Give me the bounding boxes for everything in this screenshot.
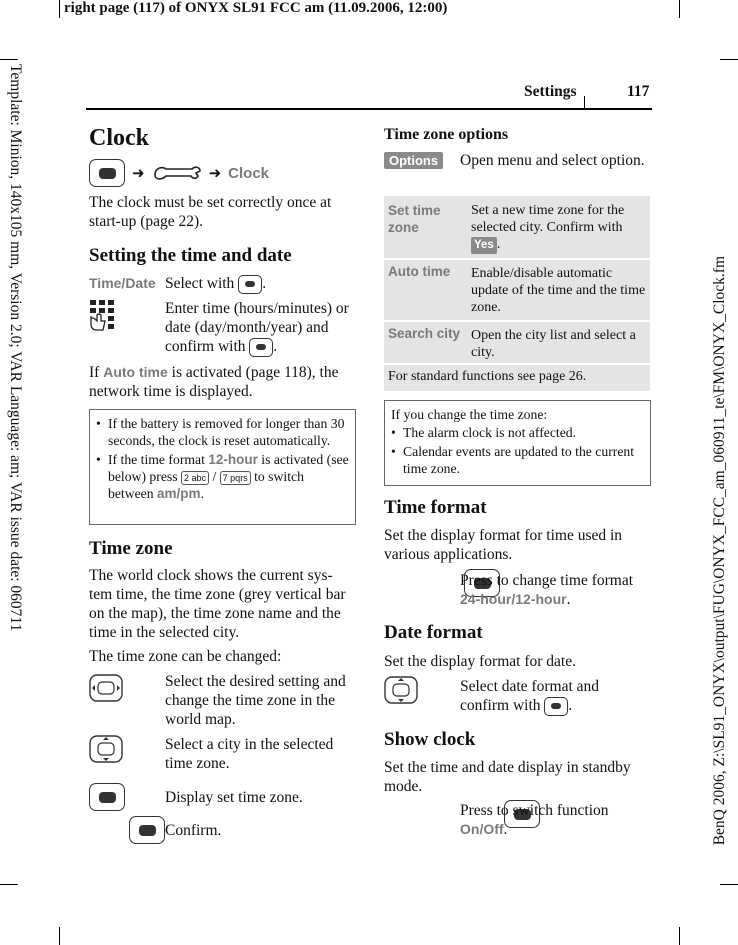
center-key-icon (129, 816, 165, 844)
menu-key-icon (89, 159, 125, 187)
options-desc: Open menu and select option. (460, 152, 645, 169)
print-info: right page (117) of ONYX SL91 FCC am (11.09.2006, 12:00) (64, 0, 448, 16)
page-number: 117 (627, 83, 650, 100)
note-box (89, 409, 356, 525)
step-text: Display set time zone. (165, 789, 303, 806)
tz-options-table (384, 196, 650, 393)
left-margin-template: Template: Minion, 140x105 mm, Version 2.0; VAR Language: am; VAR issue date: 060711 (7, 64, 24, 632)
table-row: Search city Open the city list and select a city. (384, 322, 650, 363)
page-title: Clock (89, 125, 149, 151)
date-format-para: Set the display format for date. (384, 653, 576, 670)
key-2-icon: 2 abc (181, 471, 209, 485)
center-key-icon (544, 697, 568, 716)
time-zone-para: The world clock shows the current sys-tem time, the time zone (grey vertical bar on the map), the time zone name and the time in the selected city. (89, 567, 346, 641)
wrench-icon (152, 161, 202, 185)
keypad-icon (89, 299, 121, 331)
nav-left-right-icon (89, 674, 123, 702)
center-key-icon (89, 783, 125, 811)
date-format-heading: Date format (384, 622, 483, 643)
header-rule (86, 108, 652, 110)
table-row: Auto time Enable/disable automatic update of the time and the time zone. (384, 260, 650, 320)
step-text: Confirm. (165, 822, 222, 839)
center-key-icon (238, 275, 262, 294)
menu-path-clock: Clock (228, 164, 270, 182)
time-format-para: Set the display format for time used in various applications. (384, 527, 623, 563)
show-clock-para: Set the time and date display in standby mode. (384, 759, 631, 795)
note-bullet: • If the time format 12-hour is activated (see below) press 2 abc / 7 pqrs to switch between am/pm. (92, 451, 349, 502)
crop-mark (679, 927, 680, 945)
crop-mark (59, 927, 60, 945)
setting-heading: Setting the time and date (89, 245, 292, 266)
time-zone-heading: Time zone (89, 538, 173, 559)
nav-up-down-icon (89, 735, 123, 763)
table-row: For standard functions see page 26. (384, 365, 650, 391)
step-text: Enter time (hours/minutes) or date (day/month/year) and confirm with . (165, 300, 349, 355)
crop-mark (0, 59, 18, 60)
tz-options-heading: Time zone options (384, 126, 509, 143)
table-row: Set time zone Set a new time zone for the selected city. Confirm with Yes . (384, 196, 650, 258)
arrow-icon: ➜ (208, 165, 222, 182)
note-bullet: • If the battery is removed for longer than 30 seconds, the clock is reset automatically. (92, 415, 349, 449)
auto-time-note: If Auto time is activated (page 118), the network time is displayed. (89, 364, 339, 400)
step-text: Press to switch function On/Off. (460, 802, 609, 838)
note-bullet: • The alarm clock is not affected. (387, 424, 644, 441)
crop-mark (720, 884, 738, 885)
arrow-icon: ➜ (132, 165, 145, 182)
time-zone-para: The time zone can be changed: (89, 648, 282, 665)
time-date-label: Time/Date (89, 275, 156, 291)
crop-mark (679, 0, 680, 18)
section-header: Settings (524, 83, 577, 100)
show-clock-heading: Show clock (384, 729, 476, 750)
header-tick (584, 96, 585, 108)
menu-path (89, 160, 269, 186)
nav-up-down-icon (384, 676, 418, 704)
step-text: Select date format and confirm with . (460, 678, 600, 714)
crop-mark (59, 0, 60, 18)
options-softkey[interactable]: Options (384, 152, 443, 169)
intro-text: The clock must be set correctly once at start-up (page 22). (89, 194, 332, 230)
crop-mark (720, 59, 738, 60)
key-7-icon: 7 pqrs (220, 471, 251, 485)
step-text: Press to change time format 24-hour/12-hour. (460, 572, 634, 608)
right-margin-path: BenQ 2006, Z:\SL91_ONYX\output\FUG\ONYX_FCC_am_060911_te\FM\ONYX_Clock.fm (711, 256, 728, 846)
step-text: Select with . (165, 275, 267, 292)
step-text: Select the desired setting and change the time zone in the world map. (165, 673, 346, 728)
note-bullet: • Calendar events are updated to the current time zone. (387, 443, 644, 477)
time-format-heading: Time format (384, 497, 487, 518)
center-key-icon (249, 338, 273, 357)
step-text: Select a city in the selected time zone. (165, 736, 334, 772)
yes-softkey[interactable]: Yes (471, 237, 497, 254)
crop-mark (0, 884, 18, 885)
note-box: If you change the time zone: • The alarm clock is not affected. • Calendar events are updated to the current time zone. (384, 400, 651, 486)
